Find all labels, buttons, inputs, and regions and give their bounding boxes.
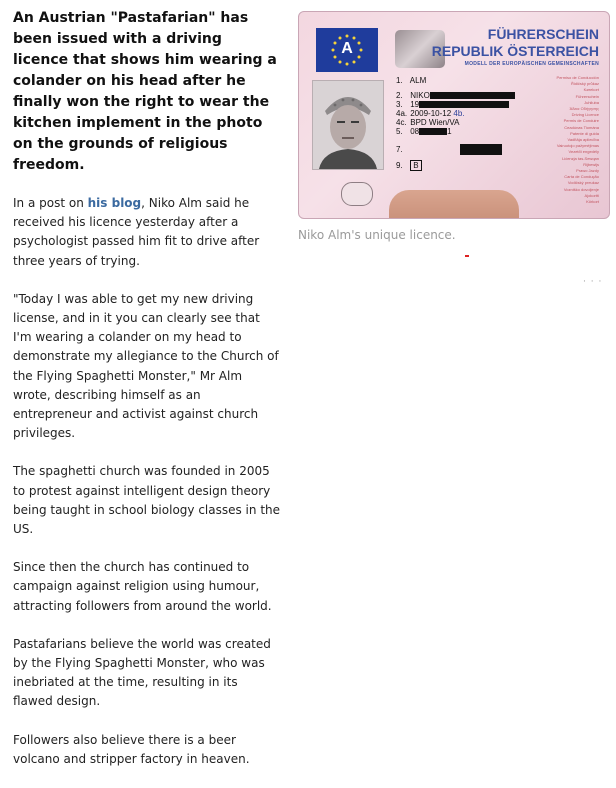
licence-field: 3. 19 xyxy=(396,100,536,109)
decorative-mark xyxy=(465,255,469,257)
licence-photo[interactable] xyxy=(298,11,610,219)
redaction-bar xyxy=(419,101,509,108)
article-paragraph: Pastafarians believe the world was created by the Flying Spaghetti Monster, who was inebriated at the time, resulting in its flawed design. xyxy=(13,636,271,709)
coat-of-arms-icon xyxy=(341,182,373,206)
licence-translation: Führerschein xyxy=(575,93,599,99)
holding-hand xyxy=(389,190,519,219)
licence-translation: Körkort xyxy=(586,199,599,205)
article-paragraph: Since then the church has continued to campaign against religion using humour, attracting followers from around the world. xyxy=(13,560,272,613)
licence-translation: Patente di guida xyxy=(570,130,599,136)
figure-caption: Niko Alm's unique licence. xyxy=(298,228,456,242)
licence-translation: Kørekort xyxy=(583,87,599,93)
licence-translation: Driving Licence xyxy=(571,112,599,118)
blog-link[interactable]: his blog xyxy=(87,196,142,210)
licence-translation: Vadītāja apliecība xyxy=(567,137,599,143)
licence-subtitle: MODELL DER EUROPÄISCHEN GEMEINSCHAFTEN xyxy=(464,61,599,67)
licence-figure xyxy=(298,11,608,243)
licence-translation: Ceadúnas Tiomána xyxy=(564,124,599,130)
licence-translation: Permiso de Conducción xyxy=(556,75,599,80)
article-body xyxy=(13,8,281,788)
licence-field: 4a. 2009-10-12 4b. xyxy=(396,109,465,118)
article-paragraph xyxy=(13,194,281,271)
licence-translation: Vodičský preukaz xyxy=(567,180,599,186)
licence-translation: Άδεια Οδήγησης xyxy=(569,106,599,112)
licence-translation: Permis de Conduire xyxy=(563,118,599,124)
licence-field: 1. ALM xyxy=(396,76,427,85)
article-lede: An Austrian "Pastafarian" has been issued with a driving licence that shows him wearing a colander on his head after he finally won the right to wear the kitchen implement in the photo on the grounds of religious freedom. xyxy=(13,10,277,173)
article-paragraph: "Today I was able to get my new driving license, and in it you can clearly see that I'm wearing a colander on my head to demonstrate my allegiance to the Church of the Flying Spaghetti Monster," Mr Alm wrote, describing himself as an entrepreneur and activist against church privileges. xyxy=(13,291,279,441)
portrait-with-colander-icon xyxy=(313,81,383,169)
licence-title xyxy=(432,26,599,68)
paragraph-text: In a post on xyxy=(13,196,88,210)
licence-field: 2. NIKO xyxy=(396,91,536,100)
article-paragraph: Followers also believe there is a beer volcano and stripper factory in heaven. xyxy=(13,732,250,766)
licence-title-line: FÜHRERSCHEIN xyxy=(487,26,599,42)
redaction-bar xyxy=(430,92,515,99)
more-options-icon[interactable]: · · · xyxy=(583,277,603,287)
holder-portrait xyxy=(312,80,384,170)
licence-field: 9. B xyxy=(396,161,536,170)
licence-translation: Carta de Condução xyxy=(564,174,599,180)
licence-translation: Vairuotojo pažymėjimas xyxy=(556,143,599,149)
licence-translation: Vozniško dovoljenje xyxy=(563,186,599,192)
licence-translation: Rijbewijs xyxy=(583,161,599,167)
paragraph-text: , Niko Alm said he received his licence yesterday after a psychologist passed him fit to drive after three years of trying. xyxy=(13,196,260,268)
licence-translation: Ajokortti xyxy=(584,192,599,198)
country-letter: A xyxy=(341,40,353,57)
licence-translations xyxy=(529,75,599,205)
article-paragraph: The spaghetti church was founded in 2005 to protest against intelligent design theory being taught in school biology classes in the US. xyxy=(13,464,281,537)
licence-translation: Juhiluba xyxy=(584,99,599,105)
licence-translation: Vezetői engedély xyxy=(568,149,599,155)
licence-field: 7. xyxy=(396,144,536,153)
eu-flag-icon xyxy=(316,28,378,72)
licence-field: 4c. BPD Wien/VA xyxy=(396,118,460,127)
licence-translation: Liċenzja tas-Sewqan xyxy=(562,155,599,161)
licence-fields xyxy=(396,76,536,170)
licence-title-line: REPUBLIK ÖSTERREICH xyxy=(431,43,599,59)
licence-translation: Řidičský průkaz xyxy=(570,81,599,87)
licence-field: 5. 08 1 xyxy=(396,127,452,136)
licence-translation: Prawo Jazdy xyxy=(576,168,599,174)
redaction-bar xyxy=(419,128,447,135)
